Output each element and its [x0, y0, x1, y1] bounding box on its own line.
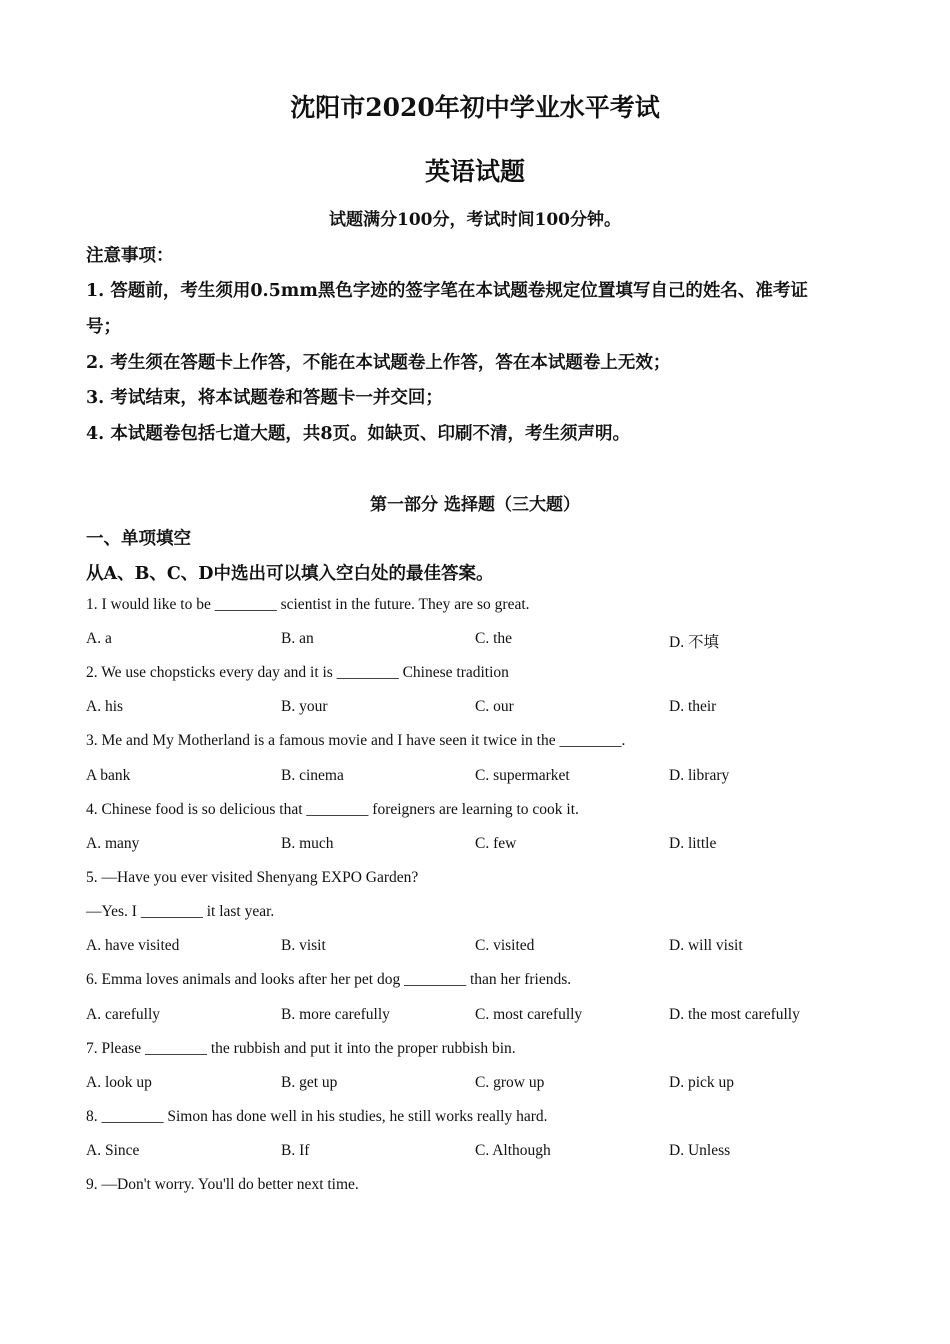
option-d: D. little — [669, 835, 717, 852]
option-row — [86, 630, 866, 652]
option-b: B. visit — [281, 937, 326, 954]
option-row — [86, 698, 866, 720]
option-c: C. Although — [475, 1142, 551, 1159]
option-row — [86, 835, 866, 857]
option-b: B. much — [281, 835, 334, 852]
question-stem: 4. Chinese food is so delicious that ________ foreigners are learning to cook it. — [86, 801, 579, 818]
exam-info: 试题满分100分，考试时间100分钟。 — [329, 210, 621, 230]
option-c: C. the — [475, 630, 513, 647]
option-c: C. supermarket — [475, 767, 570, 784]
note-item-2: 2. 考生须在答题卡上作答，不能在本试题卷上作答，答在本试题卷上无效； — [86, 353, 671, 373]
option-b: B. If — [281, 1142, 310, 1159]
section-instruction: 从A、B、C、D中选出可以填入空白处的最佳答案。 — [86, 564, 494, 584]
option-a: A. a — [86, 630, 112, 647]
option-d: D. their — [669, 698, 717, 715]
note-item-3: 3. 考试结束，将本试题卷和答题卡一并交回； — [86, 388, 443, 408]
option-d: D. pick up — [669, 1074, 735, 1091]
option-c: C. our — [475, 698, 514, 715]
option-d: D. Unless — [669, 1142, 731, 1159]
question-stem: 7. Please ________ the rubbish and put it into the proper rubbish bin. — [86, 1040, 516, 1057]
option-a: A. have visited — [86, 937, 180, 954]
option-d: D. the most carefully — [669, 1006, 800, 1023]
option-row — [86, 1142, 866, 1164]
option-a: A. carefully — [86, 1006, 161, 1023]
option-row — [86, 1074, 866, 1096]
part-title: 第一部分 选择题（三大题） — [370, 495, 580, 515]
option-b: B. your — [281, 698, 328, 715]
option-b: B. get up — [281, 1074, 338, 1091]
note-item-4: 4. 本试题卷包括七道大题，共8页。如缺页、印刷不清，考生须声明。 — [86, 424, 631, 444]
option-a: A. many — [86, 835, 140, 852]
option-b: B. cinema — [281, 767, 344, 784]
option-row — [86, 1006, 866, 1028]
option-a: A bank — [86, 767, 131, 784]
option-c: C. most carefully — [475, 1006, 583, 1023]
question-stem: 2. We use chopsticks every day and it is ________ Chinese tradition — [86, 664, 509, 681]
question-stem: 9. —Don't worry. You'll do better next time. — [86, 1176, 359, 1193]
question-stem: 8. ________ Simon has done well in his studies, he still works really hard. — [86, 1108, 548, 1125]
option-row — [86, 937, 866, 959]
option-c: C. few — [475, 835, 517, 852]
option-row — [86, 767, 866, 789]
note-item-1: 1. 答题前，考生须用0.5mm黑色字迹的签字笔在本试题卷规定位置填写自己的姓名、准考证 — [86, 281, 808, 301]
question-stem-reply: —Yes. I ________ it last year. — [86, 903, 275, 920]
question-stem: 6. Emma loves animals and looks after her pet dog ________ than her friends. — [86, 971, 572, 988]
exam-title: 沈阳市2020年初中学业水平考试 — [290, 93, 660, 122]
note-item-1-cont: 号； — [86, 317, 121, 337]
exam-subtitle: 英语试题 — [424, 157, 525, 186]
question-stem: 5. —Have you ever visited Shenyang EXPO Garden? — [86, 869, 419, 886]
question-stem: 1. I would like to be ________ scientist in the future. They are so great. — [86, 596, 530, 613]
option-d: D. 不填 — [669, 634, 719, 651]
option-b: B. more carefully — [281, 1006, 390, 1023]
section-heading: 一、单项填空 — [86, 529, 191, 549]
question-stem: 3. Me and My Motherland is a famous movie and I have seen it twice in the ________. — [86, 732, 626, 749]
option-a: A. his — [86, 698, 124, 715]
option-d: D. will visit — [669, 937, 743, 954]
option-a: A. Since — [86, 1142, 140, 1159]
notes-heading: 注意事项： — [86, 246, 174, 266]
option-b: B. an — [281, 630, 314, 647]
option-a: A. look up — [86, 1074, 152, 1091]
option-c: C. visited — [475, 937, 535, 954]
option-c: C. grow up — [475, 1074, 545, 1091]
option-d: D. library — [669, 767, 730, 784]
